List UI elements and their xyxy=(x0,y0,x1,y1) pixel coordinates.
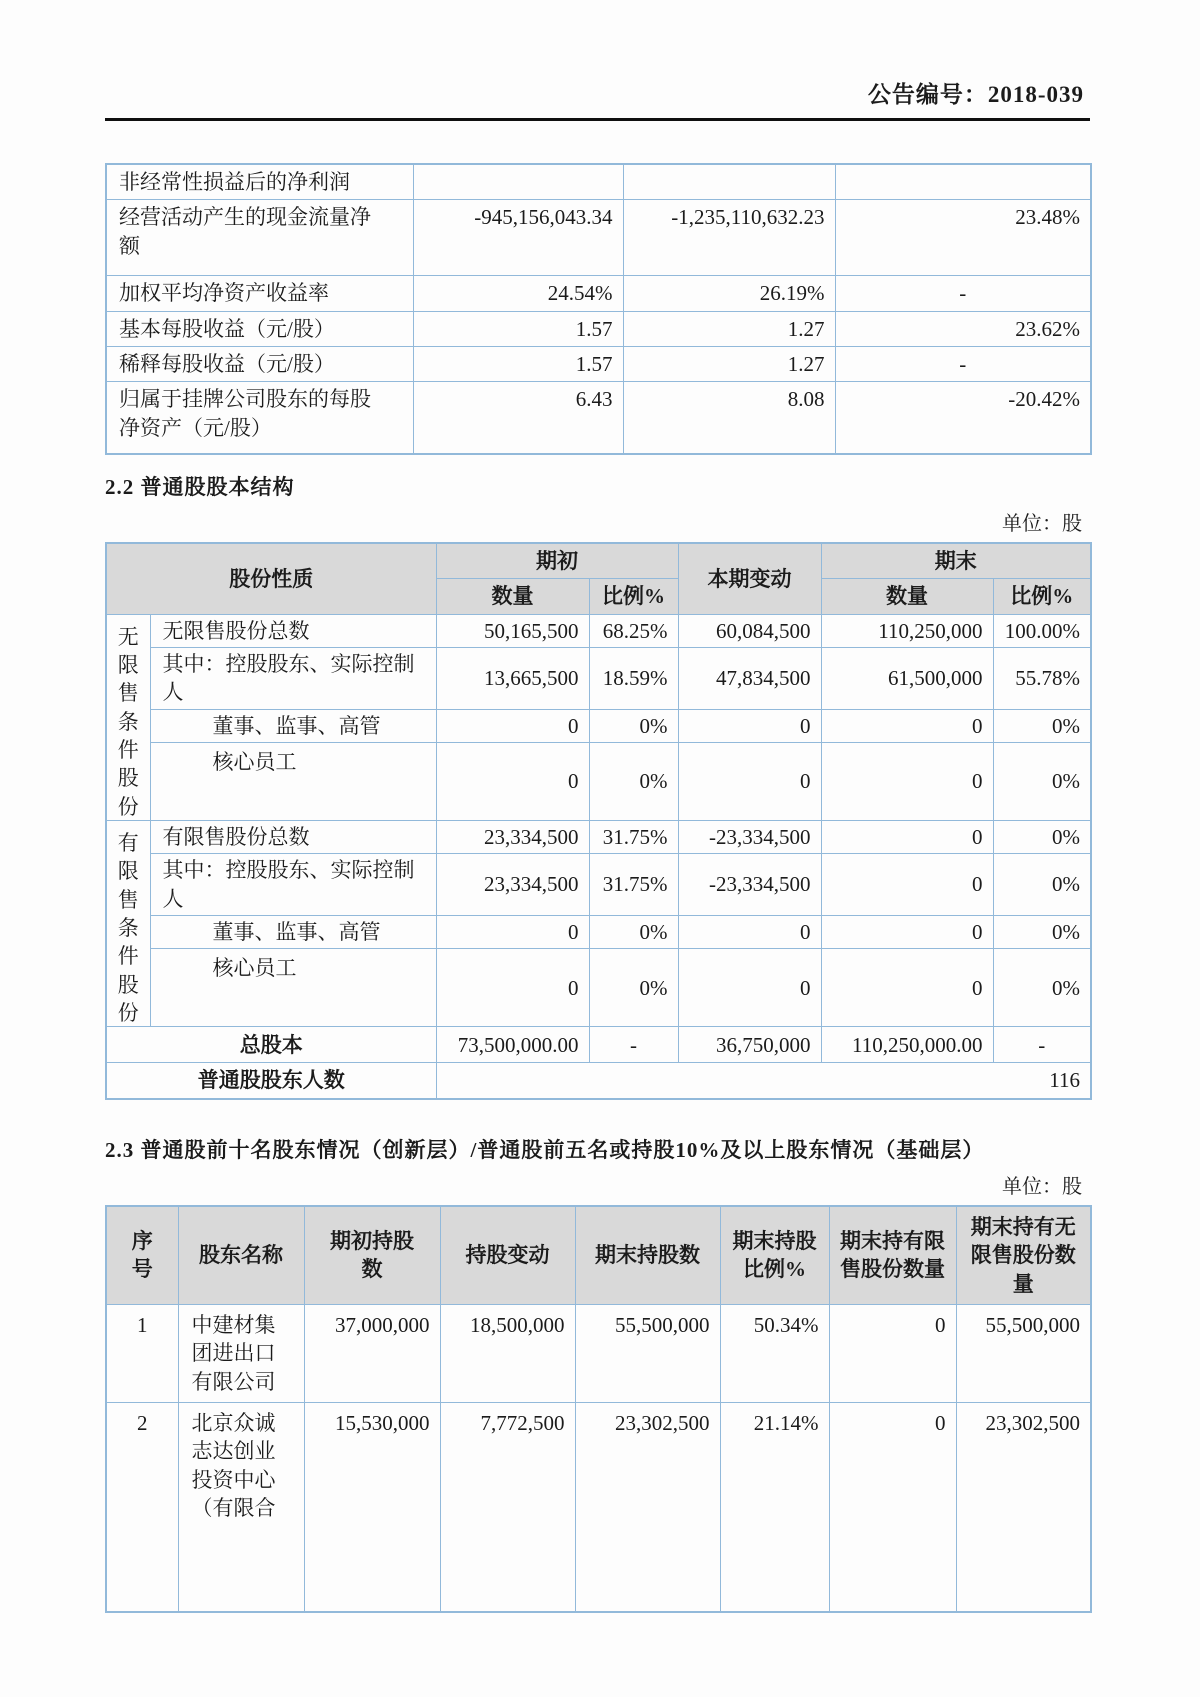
value-cell: 0 xyxy=(436,915,589,948)
value-cell: 110,250,000.00 xyxy=(821,1027,993,1063)
announcement-number: 公告编号：2018-039 xyxy=(867,82,1084,107)
group-label-unrestricted xyxy=(106,614,150,820)
total-row xyxy=(106,1027,1091,1063)
top-shareholders-table xyxy=(105,1205,1092,1614)
row-label: 非经常性损益后的净利润 xyxy=(106,164,413,200)
value-cell: 1.27 xyxy=(623,347,835,382)
col-header-begin-holding: 期初持股数 xyxy=(304,1206,440,1305)
vertical-label-char: 份 xyxy=(117,794,139,819)
col-header-ratio-end: 比例% xyxy=(993,579,1091,614)
value-cell: -23,334,500 xyxy=(678,820,821,853)
col-header-share-nature: 股份性质 xyxy=(106,543,436,614)
value-cell: 1.57 xyxy=(413,347,623,382)
value-cell: 68.25% xyxy=(589,614,678,647)
col-header-qty-end: 数量 xyxy=(821,579,993,614)
value-cell: 0% xyxy=(589,915,678,948)
value-cell: 18,500,000 xyxy=(440,1304,575,1402)
value-cell: 0 xyxy=(678,949,821,1027)
col-header-qty-begin: 数量 xyxy=(436,579,589,614)
table-row xyxy=(106,820,1091,853)
row-label: 董事、监事、高管 xyxy=(150,915,436,948)
col-header-period-change: 本期变动 xyxy=(678,543,821,614)
row-label: 董事、监事、高管 xyxy=(150,709,436,742)
section-2-3-title: 2.3 普通股前十名股东情况（创新层）/普通股前五名或持股10%及以上股东情况（基础层） xyxy=(105,1137,985,1162)
value-cell: 61,500,000 xyxy=(821,647,993,709)
table-row xyxy=(106,742,1091,820)
value-cell: 0 xyxy=(829,1402,956,1612)
page-content xyxy=(105,0,1090,1613)
vertical-label xyxy=(107,829,150,1025)
value-cell: 0 xyxy=(821,742,993,820)
vertical-label-char: 有 xyxy=(117,830,139,855)
value-cell: 0% xyxy=(993,854,1091,916)
row-label: 有限售股份总数 xyxy=(150,820,436,853)
table-row xyxy=(106,311,1091,346)
col-header-end-holding: 期末持股数 xyxy=(575,1206,720,1305)
table-row xyxy=(106,276,1091,311)
value-cell: -20.42% xyxy=(835,382,1091,454)
value-cell: 50.34% xyxy=(720,1304,829,1402)
value-cell: 23,334,500 xyxy=(436,854,589,916)
value-cell: 0 xyxy=(821,915,993,948)
value-cell: - xyxy=(993,1027,1091,1063)
value-cell: 0% xyxy=(993,949,1091,1027)
value-cell: 50,165,500 xyxy=(436,614,589,647)
unit-label: 单位：股 xyxy=(1002,1175,1082,1198)
shareholder-name-cell: 北京众诚志达创业投资中心（有限合 xyxy=(178,1402,304,1612)
value-cell: 0 xyxy=(821,820,993,853)
vertical-label-char: 股 xyxy=(117,766,139,791)
value-cell: 7,772,500 xyxy=(440,1402,575,1612)
value-cell: 0% xyxy=(589,709,678,742)
value-cell: 31.75% xyxy=(589,820,678,853)
value-cell: 23,334,500 xyxy=(436,820,589,853)
col-header-period-begin: 期初 xyxy=(436,543,678,579)
value-cell: 0 xyxy=(821,709,993,742)
value-cell: 0% xyxy=(993,709,1091,742)
table-row xyxy=(106,709,1091,742)
share-structure-table xyxy=(105,542,1092,1100)
value-cell: 1.57 xyxy=(413,311,623,346)
value-cell: 0% xyxy=(993,915,1091,948)
col-header-no: 序号 xyxy=(106,1206,178,1305)
table-row xyxy=(106,647,1091,709)
vertical-label-char: 限 xyxy=(117,859,139,884)
table-row xyxy=(106,949,1091,1027)
value-cell: 23,302,500 xyxy=(575,1402,720,1612)
value-cell: 0 xyxy=(436,742,589,820)
row-label: 其中：控股股东、实际控制人 xyxy=(150,854,436,916)
shareholder-row xyxy=(106,1402,1091,1612)
value-cell: 0% xyxy=(993,820,1091,853)
row-label: 归属于挂牌公司股东的每股净资产（元/股） xyxy=(106,382,413,454)
holders-count-label: 普通股股东人数 xyxy=(106,1063,436,1099)
table-row xyxy=(106,200,1091,276)
value-cell: 23.48% xyxy=(835,200,1091,276)
value-cell xyxy=(413,164,623,200)
unit-label: 单位：股 xyxy=(1002,512,1082,535)
value-cell: 37,000,000 xyxy=(304,1304,440,1402)
value-cell: 23.62% xyxy=(835,311,1091,346)
value-cell: 0 xyxy=(829,1304,956,1402)
value-cell: 13,665,500 xyxy=(436,647,589,709)
vertical-label xyxy=(107,623,150,819)
value-cell: 110,250,000 xyxy=(821,614,993,647)
row-label: 无限售股份总数 xyxy=(150,614,436,647)
col-header-end-restricted: 期末持有限售股份数量 xyxy=(829,1206,956,1305)
value-cell: 0% xyxy=(589,742,678,820)
header-row xyxy=(106,543,1091,579)
value-cell: 0 xyxy=(678,709,821,742)
vertical-label-char: 份 xyxy=(117,1001,139,1025)
value-cell: 24.54% xyxy=(413,276,623,311)
vertical-label-char: 件 xyxy=(117,944,139,969)
header-rule xyxy=(105,118,1090,121)
value-cell xyxy=(835,164,1091,200)
table-row xyxy=(106,915,1091,948)
col-header-end-ratio: 期末持股比例% xyxy=(720,1206,829,1305)
value-cell: - xyxy=(835,276,1091,311)
value-cell: 36,750,000 xyxy=(678,1027,821,1063)
value-cell: 31.75% xyxy=(589,854,678,916)
value-cell: 55,500,000 xyxy=(956,1304,1091,1402)
table-row xyxy=(106,164,1091,200)
value-cell: 0 xyxy=(678,742,821,820)
vertical-label-char: 股 xyxy=(117,972,139,997)
value-cell: 23,302,500 xyxy=(956,1402,1091,1612)
value-cell: 55,500,000 xyxy=(575,1304,720,1402)
table-row xyxy=(106,347,1091,382)
vertical-label-char: 售 xyxy=(117,887,139,912)
value-cell: 1.27 xyxy=(623,311,835,346)
col-header-shareholder-name: 股东名称 xyxy=(178,1206,304,1305)
value-cell: 0% xyxy=(993,742,1091,820)
group-label-restricted xyxy=(106,820,150,1026)
value-cell: 15,530,000 xyxy=(304,1402,440,1612)
vertical-label-char: 限 xyxy=(117,652,139,677)
value-cell: - xyxy=(589,1027,678,1063)
section-2-2-title: 2.2 普通股股本结构 xyxy=(105,474,295,499)
value-cell: 60,084,500 xyxy=(678,614,821,647)
value-cell: 0 xyxy=(678,915,821,948)
value-cell: 0 xyxy=(436,709,589,742)
rank-cell: 1 xyxy=(106,1304,178,1402)
table-row xyxy=(106,382,1091,454)
value-cell: -23,334,500 xyxy=(678,854,821,916)
col-header-end-unrestricted: 期末持有无限售股份数量 xyxy=(956,1206,1091,1305)
vertical-label-char: 条 xyxy=(117,915,139,940)
row-label: 核心员工 xyxy=(150,949,436,1027)
value-cell: 0 xyxy=(436,949,589,1027)
table-row xyxy=(106,854,1091,916)
shareholder-row xyxy=(106,1304,1091,1402)
row-label: 加权平均净资产收益率 xyxy=(106,276,413,311)
value-cell: 6.43 xyxy=(413,382,623,454)
row-label: 经营活动产生的现金流量净额 xyxy=(106,200,413,276)
value-cell: 0% xyxy=(589,949,678,1027)
row-label: 其中：控股股东、实际控制人 xyxy=(150,647,436,709)
value-cell: 73,500,000.00 xyxy=(436,1027,589,1063)
value-cell: - xyxy=(835,347,1091,382)
value-cell: 0 xyxy=(821,949,993,1027)
value-cell: 18.59% xyxy=(589,647,678,709)
value-cell: 100.00% xyxy=(993,614,1091,647)
row-label: 稀释每股收益（元/股） xyxy=(106,347,413,382)
value-cell: 47,834,500 xyxy=(678,647,821,709)
value-cell: 55.78% xyxy=(993,647,1091,709)
table-row xyxy=(106,614,1091,647)
row-label: 核心员工 xyxy=(150,742,436,820)
total-label: 总股本 xyxy=(106,1027,436,1063)
holders-count-value: 116 xyxy=(436,1063,1091,1099)
rank-cell: 2 xyxy=(106,1402,178,1612)
value-cell: -945,156,043.34 xyxy=(413,200,623,276)
value-cell: -1,235,110,632.23 xyxy=(623,200,835,276)
col-header-ratio-begin: 比例% xyxy=(589,579,678,614)
value-cell: 21.14% xyxy=(720,1402,829,1612)
vertical-label-char: 售 xyxy=(117,681,139,706)
value-cell: 0 xyxy=(821,854,993,916)
value-cell: 8.08 xyxy=(623,382,835,454)
vertical-label-char: 件 xyxy=(117,737,139,762)
header-row xyxy=(106,1206,1091,1305)
value-cell: 26.19% xyxy=(623,276,835,311)
vertical-label-char: 条 xyxy=(117,709,139,734)
vertical-label-char: 无 xyxy=(117,624,139,649)
key-financials-table xyxy=(105,163,1092,455)
holders-count-row xyxy=(106,1063,1091,1099)
col-header-holding-change: 持股变动 xyxy=(440,1206,575,1305)
col-header-period-end: 期末 xyxy=(821,543,1091,579)
row-label: 基本每股收益（元/股） xyxy=(106,311,413,346)
shareholder-name-cell: 中建材集团进出口有限公司 xyxy=(178,1304,304,1402)
value-cell xyxy=(623,164,835,200)
